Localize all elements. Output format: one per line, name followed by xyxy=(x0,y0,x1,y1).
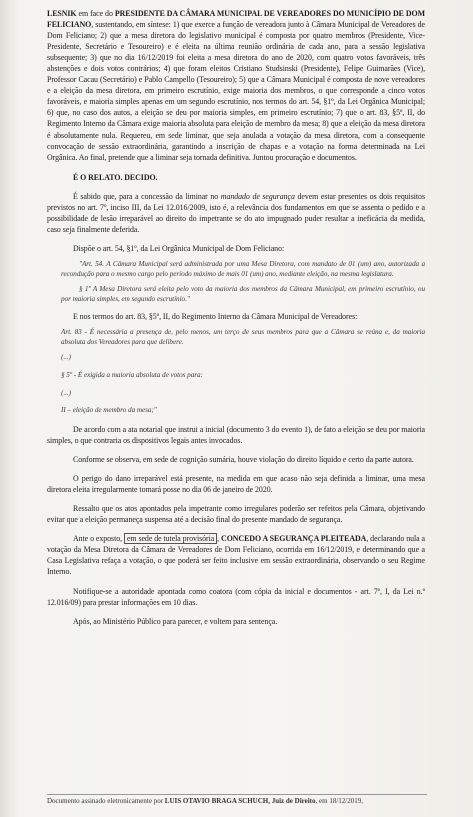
quote-regimento xyxy=(61,328,425,416)
quote-line: "Art. 54. A Câmara Municipal será administrada por uma Mesa Diretora, com mandato de 01 (um) ano, autorizada a recondução para o mesmo cargo pelo período máximo de mais 01 (um) ano, mediante eleição, na mesma legislatura. xyxy=(61,259,425,278)
respondent-authority: PRESIDENTE DA CÂMARA MUNICIPAL DE VEREADORES DO MUNICÍPIO DE DOM FELICIANO xyxy=(47,9,425,30)
text-span: , declarando nula a votação da Mesa Diretora da Câmara de Vereadores de Dom Feliciano, ocorrida em 16/12/2019, e determinando que a Casa Legislativa refaça a votação, o que poderá ser feito inclusive em sessão extraordinária, observando o seu Regime Interno. xyxy=(47,534,426,577)
quote-line: § 5º - É exigida a maioria absoluta de votos para: xyxy=(61,370,203,379)
paragraph-summary xyxy=(47,8,425,163)
highlighted-phrase: em sede de tutela provisória xyxy=(124,533,217,544)
text-span: É sabido que, para a concessão da liminar no xyxy=(73,191,221,201)
paragraph-requirements xyxy=(47,191,425,235)
signer-name: LUIS OTAVIO BRAGA SCHUCH, Juiz de Direito xyxy=(164,797,316,805)
text-span: , xyxy=(217,534,222,544)
decision-bold: CONCEDO A SEGURANÇA PLEITEADA xyxy=(221,534,367,544)
signature-footer xyxy=(47,794,427,806)
quote-lei-organica xyxy=(61,260,425,305)
quote-line: § 1º A Mesa Diretora será eleita pelo voto da maioria dos membros da Câmara Municipal, em primeiro escrutínio, ou por maioria simples, em segundo escrutínio." xyxy=(61,285,425,304)
paragraph-regimento-reference: E nos termos do art. 83, §5º, II, do Regimento Interno da Câmara Municipal de Vereadores: xyxy=(73,311,358,321)
section-heading: É O RELATO. DECIDO. xyxy=(73,172,158,182)
paragraph-notification: Notifique-se a autoridade apontada como coatora (com cópia da inicial e documentos - art. 7º, I, da Lei n.º 12.016/09) para prestar informações em 10 dias. xyxy=(47,586,425,607)
quote-line: (...) xyxy=(61,353,71,362)
text-span: Documento assinado eletronicamente por xyxy=(47,797,165,805)
footer-cutoff-line xyxy=(47,807,427,815)
paragraph-danger: O perigo do dano irreparável está presente, na medida em que acaso não seja definida a liminar, uma mesa diretora eleita irregularmente tomará posse no dia 06 de janeiro de 2020. xyxy=(47,474,425,495)
paragraph-decision xyxy=(47,533,425,577)
paragraph-redo-acts: Ressalto que os atos apontados pela impetrante como irregulares poderão ser refeitos pela Câmara, objetivando evitar que a eleição permaneça suspensa até a decisão final do presente mandado de segurança. xyxy=(47,504,425,525)
italic-term: mandado de segurança xyxy=(220,191,295,201)
text-span: , em 18/12/2019, xyxy=(315,797,363,805)
text-span: Ante o exposto, xyxy=(73,534,124,544)
quote-line: II – eleição de membro da mesa;" xyxy=(61,406,157,415)
paragraph-violation: Conforme se observa, em sede de cognição sumária, houve violação do direito líquido e certo da parte autora. xyxy=(73,455,414,465)
paragraph-ata-notarial: De acordo com a ata notarial que instrui a inicial (documento 3 do evento 1), de fato a eleição se deu por maioria simples, o que contraria os dispositivos legais antes invocados. xyxy=(47,425,425,446)
quote-line: (...) xyxy=(61,388,71,397)
text-span: devem estar presentes os dois requisitos previstos no art. 7º, inciso III, da Lei 12.016/2009, isto é, a relevância dos fundamentos em que se assenta o pedido e a possibilidade de lesão irreparável ao direito do impetrante se do ato impugnado puder resultar a ineficácia da medida, caso seja finalmente deferida. xyxy=(47,191,425,234)
petitioner-name: LESNIK xyxy=(47,9,77,18)
paragraph-law-reference: Dispõe o art. 54, §1º, da Lei Orgânica Municipal de Dom Feliciano: xyxy=(73,243,285,253)
text-span: em face do xyxy=(76,9,115,18)
paragraph-final: Após, ao Ministério Público para parecer, e voltem para sentença. xyxy=(73,616,278,626)
quote-line: Art. 83 - É necessária a presença de, pelo menos, um terço de seus membros para que a Câmara se reúna e, da maioria absoluta dos Vereadores para que delibere. xyxy=(61,327,425,346)
document-body xyxy=(47,8,425,627)
text-span: , sustentando, em síntese: 1) que exerce a função de vereadora junto à Câmara Municipal de Vereadores de Dom Feliciano; 2) que a mesa diretora do legislativo municipal é composta por quatro membros (Presidente, Vice-Presidente, Secretário e Tesoureiro) e é eleita na última reunião ordinária de cada ano, para a sessão legislativa subsequente; 3) que no dia 16/12/2019 foi eleita a mesa diretora do ano de 2020, com quatro votos favoráveis, três abstenções e dois votos contrários; 4) que foram eleitos Cristiano Studsinski (Presidente), Felipe Guimarães (Vice), Professor Cacau (Secretário) e Pablo Campello (Tesoureiro); 5) que a Câmara Municipal é composta de nove vereadores e a eleição da mesa diretora, em primeiro escrutínio, exige maioria dos membros, o que corresponde a cinco votos favoráveis, e maioria simples apenas em um segundo escrutínio, nos termos do art. 54, §1º, da Lei Orgânica Municipal; 6) que, no caso dos autos, a eleição se deu por maioria simples, em primeiro escrutínio; 7) que o art. 83, §5º, II, do Regimento Interno da Câmara exige maioria absoluta para eleição de membro da mesa; 8) que a eleição da mesa diretora é absolutamente nula. Requereu, em sede liminar, que seja anulada a votação da mesa diretora, com a consequente convocação de sessão extraordinária, garantindo a inscrição de chapas e a votação na forma determinada na Lei Orgânica. Ao final, pretende que a liminar seja tornada definitiva. Juntou procuração e documentos. xyxy=(47,20,425,162)
